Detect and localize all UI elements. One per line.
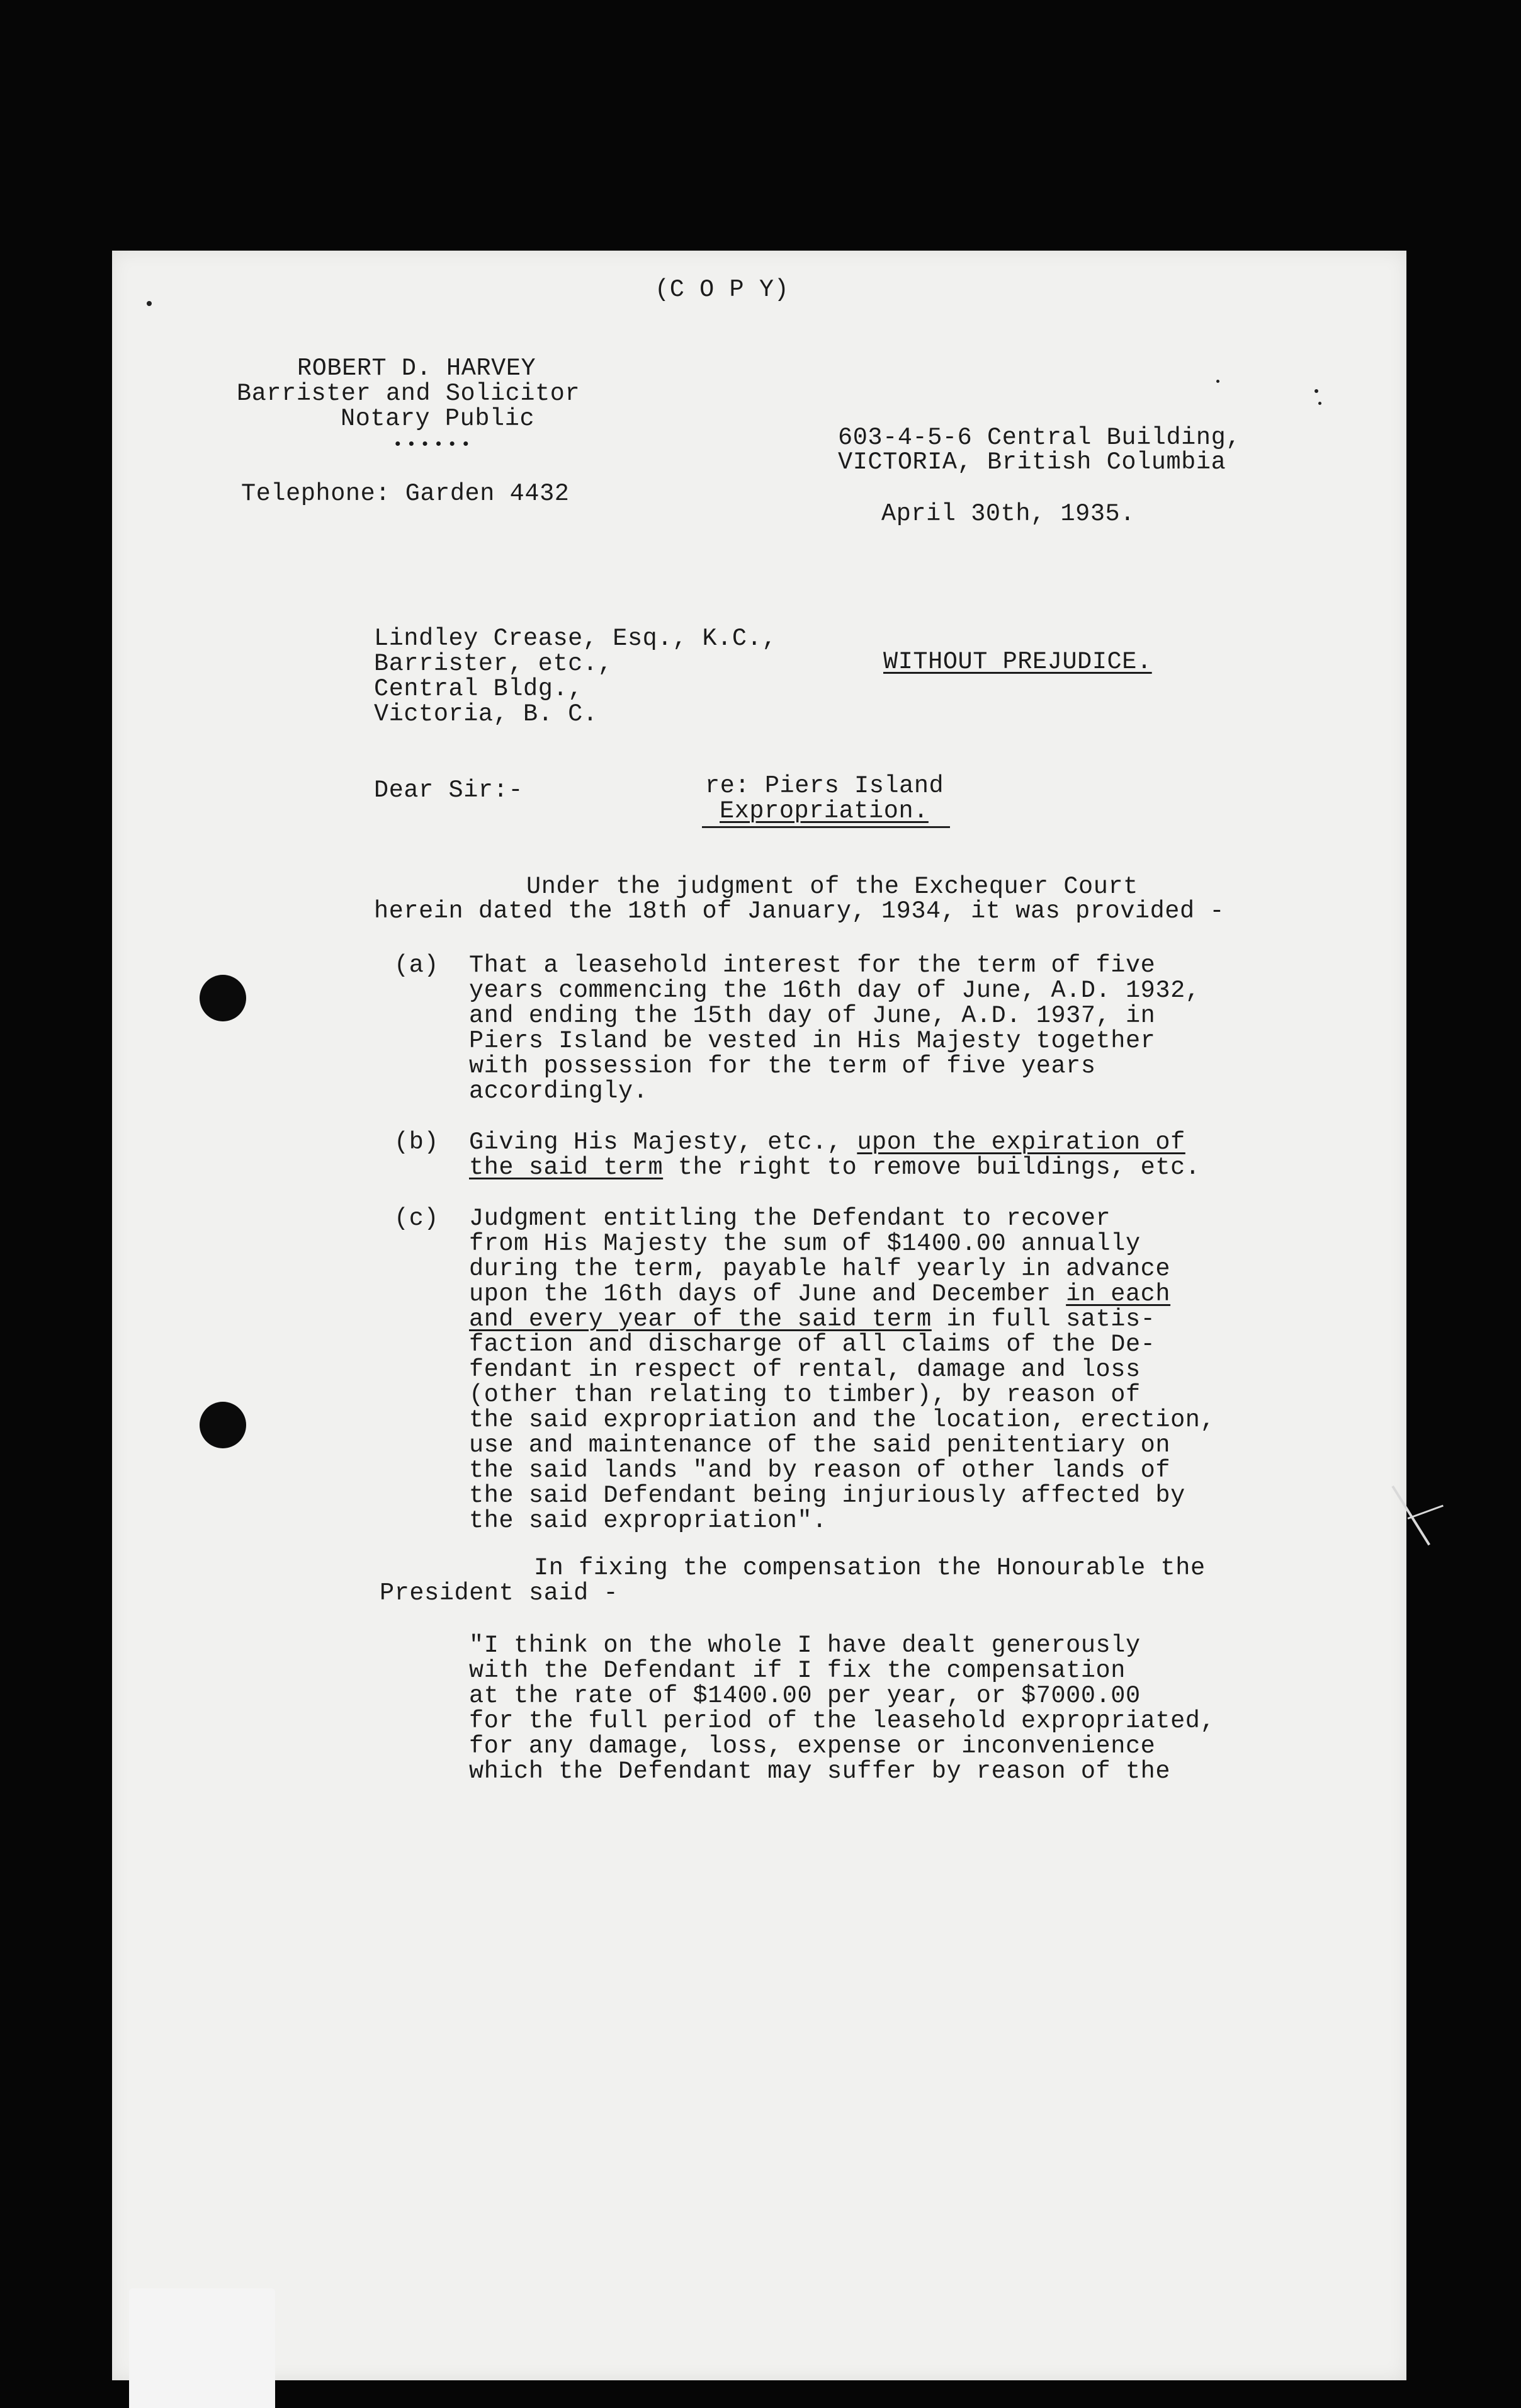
item-c-line: the said expropriation". [469, 1507, 827, 1535]
body-paragraph-line: herein dated the 18th of January, 1934, it was provided - [374, 897, 1225, 925]
item-a-line: accordingly. [469, 1077, 648, 1105]
item-a-label: (a) [394, 951, 439, 979]
re-underline [702, 826, 950, 828]
quote-line: for any damage, loss, expense or inconvenience [469, 1732, 1156, 1760]
item-c-underlined: and every year of the said term [469, 1305, 932, 1333]
recipient-building: Central Bldg., [374, 675, 583, 703]
item-a-line: and ending the 15th day of June, A.D. 1937, in [469, 1002, 1156, 1030]
item-b-label: (b) [394, 1128, 439, 1156]
speck [1318, 402, 1321, 405]
speck [1315, 389, 1318, 393]
item-b-underlined: the said term [469, 1154, 664, 1181]
item-c-underlined: in each [1066, 1280, 1171, 1308]
punch-hole-top [200, 975, 246, 1021]
letter-date: April 30th, 1935. [881, 500, 1135, 528]
item-c-line [469, 1281, 1170, 1307]
speck [147, 301, 152, 306]
speck [1216, 380, 1219, 383]
without-prejudice-label: WITHOUT PREJUDICE. [883, 648, 1152, 676]
item-c-line: the said lands "and by reason of other lands of [469, 1457, 1171, 1484]
body-paragraph-line: In fixing the compensation the Honourable the [534, 1554, 1206, 1582]
body-paragraph-line: Under the judgment of the Exchequer Court [526, 873, 1138, 900]
body-paragraph-line: President said - [380, 1579, 619, 1607]
item-c-line: (other than relating to timber), by reason of [469, 1381, 1141, 1409]
item-c-line [469, 1307, 1155, 1332]
sender-name: ROBERT D. HARVEY [297, 355, 536, 382]
quote-line: for the full period of the leasehold expropriated, [469, 1707, 1216, 1735]
item-c-line: Judgment entitling the Defendant to recover [469, 1205, 1111, 1232]
copy-mark: (C O P Y) [655, 276, 789, 304]
quote-line: which the Defendant may suffer by reason of the [469, 1758, 1171, 1785]
re-subject: re: Piers Island [705, 772, 944, 800]
re-subject-expropriation: Expropriation. [720, 797, 929, 825]
film-tab [129, 2288, 275, 2408]
item-c-label: (c) [394, 1205, 439, 1232]
item-a-line: years commencing the 16th day of June, A.D. 1932, [469, 977, 1201, 1004]
item-b-line [469, 1155, 1201, 1180]
address-line: 603-4-5-6 Central Building, [838, 424, 1241, 451]
address-city: VICTORIA, British Columbia [838, 448, 1226, 476]
item-b-text: Giving His Majesty, etc., [469, 1128, 857, 1156]
item-c-line: from His Majesty the sum of $1400.00 annually [469, 1230, 1141, 1258]
quote-line: at the rate of $1400.00 per year, or $7000.00 [469, 1682, 1141, 1710]
item-c-line: the said Defendant being injuriously affected by [469, 1482, 1185, 1509]
sender-dots: •••••• [393, 435, 475, 454]
item-c-text: in full satis- [931, 1305, 1156, 1333]
item-c-line: faction and discharge of all claims of the De- [469, 1331, 1156, 1358]
quote-line: with the Defendant if I fix the compensation [469, 1657, 1126, 1684]
recipient-city: Victoria, B. C. [374, 700, 598, 728]
item-a-line: Piers Island be vested in His Majesty together [469, 1027, 1156, 1055]
item-c-line: use and maintenance of the said penitentiary on [469, 1431, 1171, 1459]
sender-title-notary: Notary Public [341, 405, 535, 433]
punch-hole-bottom [200, 1402, 246, 1448]
item-c-line: the said expropriation and the location, erection, [469, 1406, 1216, 1434]
item-b-text: the right to remove buildings, etc. [663, 1154, 1201, 1181]
item-a-line: with possession for the term of five years [469, 1052, 1096, 1080]
item-c-line: during the term, payable half yearly in advance [469, 1255, 1171, 1283]
quote-line: "I think on the whole I have dealt generously [469, 1632, 1141, 1659]
salutation: Dear Sir:- [374, 776, 524, 804]
recipient-name: Lindley Crease, Esq., K.C., [374, 625, 777, 652]
item-c-text: upon the 16th days of June and December [469, 1280, 1066, 1308]
item-b-line [469, 1130, 1185, 1155]
scratch-mark [1407, 1505, 1443, 1519]
item-a-line: That a leasehold interest for the term of five [469, 951, 1156, 979]
sender-telephone: Telephone: Garden 4432 [241, 480, 570, 508]
item-c-line: fendant in respect of rental, damage and loss [469, 1356, 1141, 1383]
sender-title: Barrister and Solicitor [237, 380, 580, 407]
item-b-underlined: upon the expiration of [857, 1128, 1185, 1156]
recipient-title: Barrister, etc., [374, 650, 613, 678]
